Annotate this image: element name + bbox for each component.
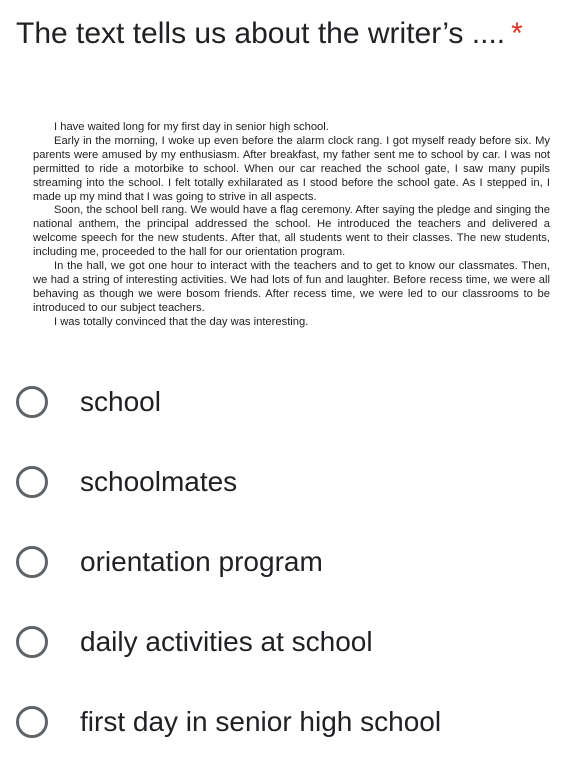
passage-paragraph: In the hall, we got one hour to interact with the teachers and to get to know our classmates. Then, we had a string of interesting activities. We had lots of fun and laughter. Before recess time, we were all behaving as though we were bosom friends. After recess time, we were led to our classrooms to be introduced to our subject teachers. xyxy=(33,260,550,314)
required-asterisk: * xyxy=(511,17,523,50)
option-schoolmates[interactable] xyxy=(0,458,579,506)
radio-button[interactable] xyxy=(16,546,48,578)
passage-image xyxy=(33,121,550,330)
option-label: orientation program xyxy=(80,546,323,577)
option-daily-activities[interactable] xyxy=(0,618,579,666)
option-label: schoolmates xyxy=(80,466,238,497)
radio-button[interactable] xyxy=(16,466,48,498)
option-school[interactable] xyxy=(0,378,579,426)
option-first-day[interactable] xyxy=(0,698,579,746)
passage-paragraph: Early in the morning, I woke up even before the alarm clock rang. I got myself ready before six. My parents were amused by my enthusiasm. After breakfast, my father sent me to school by car. I was not permitted to ride a motorbike to school. When our car reached the school gate, I saw many pupils streaming into the school. I felt totally exhilarated as I stood before the school gate. As I stepped in, I made up my mind that I was going to strive in all aspects. xyxy=(33,134,550,203)
option-label: first day in senior high school xyxy=(80,706,442,737)
radio-button[interactable] xyxy=(16,626,48,658)
question-title-text: The text tells us about the writer’s .... xyxy=(16,17,506,50)
passage-paragraph: Soon, the school bell rang. We would have a flag ceremony. After saying the pledge and singing the national anthem, the principal addressed the school. He introduced the teachers and delivered a welcome speech for the new students. After that, all students went to their classes. The new students, including me, proceeded to the hall for our orientation program. xyxy=(33,204,550,259)
radio-button[interactable] xyxy=(16,386,48,418)
radio-button[interactable] xyxy=(16,706,48,738)
passage-paragraph: I was totally convinced that the day was interesting. xyxy=(54,315,309,328)
option-orientation-program[interactable] xyxy=(0,538,579,586)
passage-paragraph: I have waited long for my first day in senior high school. xyxy=(54,121,329,133)
question-title xyxy=(16,14,571,54)
option-label: school xyxy=(80,386,161,417)
option-label: daily activities at school xyxy=(80,626,373,657)
